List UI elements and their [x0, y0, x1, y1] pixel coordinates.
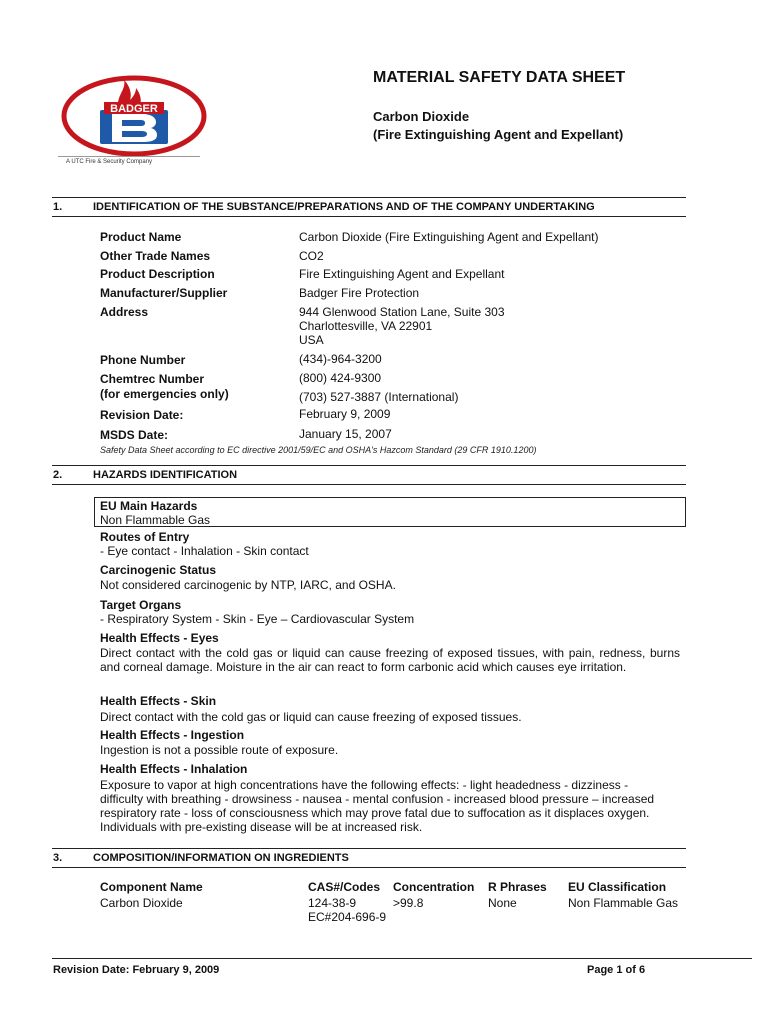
- document-title: MATERIAL SAFETY DATA SHEET: [373, 69, 626, 86]
- section1-rule-bottom: [52, 216, 686, 217]
- logo-brand: BADGER: [110, 103, 158, 115]
- inhalation-line1: Exposure to vapor at high concentrations have the following effects: - light headedness - dizziness -: [100, 778, 629, 792]
- inhalation-line2: difficulty with breathing - drowsiness - nausea - mental confusion - increased blood pressure – increased: [100, 792, 655, 806]
- col-header-concentration: Concentration: [393, 880, 475, 894]
- chemtrec-label: Chemtrec Number: [100, 372, 205, 386]
- target-organs-label: Target Organs: [100, 598, 182, 612]
- manufacturer-label: Manufacturer/Supplier: [100, 286, 228, 300]
- eyes-label: Health Effects - Eyes: [100, 631, 219, 645]
- section3-rule-bottom: [52, 867, 686, 868]
- product-subheading: (Fire Extinguishing Agent and Expellant): [373, 127, 624, 142]
- eyes-value: Direct contact with the cold gas or liquid can cause freezing of exposed tissues, with pain, redness, burns and corneal damage. Moisture in the air can react to form carbonic acid which causes eye irritation.: [100, 646, 680, 674]
- badger-logo: [60, 72, 208, 168]
- section2-title: HAZARDS IDENTIFICATION: [93, 469, 238, 481]
- cell-component-name: Carbon Dioxide: [100, 896, 183, 910]
- section1-title: IDENTIFICATION OF THE SUBSTANCE/PREPARATIONS AND OF THE COMPANY UNDERTAKING: [93, 201, 595, 213]
- chemtrec-international: (703) 527-3887 (International): [299, 390, 459, 404]
- skin-value: Direct contact with the cold gas or liquid can cause freezing of exposed tissues.: [100, 710, 522, 724]
- section3-rule: [52, 848, 686, 849]
- inhalation-line4: Individuals with pre-existing disease will be at increased risk.: [100, 820, 423, 834]
- cell-cas: 124-38-9: [308, 896, 357, 910]
- description-value: Fire Extinguishing Agent and Expellant: [299, 267, 505, 281]
- cell-rphrases: None: [488, 896, 517, 910]
- inhalation-label: Health Effects - Inhalation: [100, 762, 248, 776]
- phone-value: (434)-964-3200: [299, 352, 382, 366]
- ingestion-label: Health Effects - Ingestion: [100, 728, 245, 742]
- section2-number: 2.: [53, 469, 63, 481]
- address-line3: USA: [299, 333, 324, 347]
- cell-eu-classification: Non Flammable Gas: [568, 896, 679, 910]
- skin-label: Health Effects - Skin: [100, 694, 217, 708]
- col-header-component: Component Name: [100, 880, 203, 894]
- chemtrec-label-note: (for emergencies only): [100, 387, 229, 401]
- eu-hazards-label: EU Main Hazards: [100, 499, 198, 513]
- col-header-eu: EU Classification: [568, 880, 667, 894]
- col-header-rphrases: R Phrases: [488, 880, 547, 894]
- manufacturer-value: Badger Fire Protection: [299, 286, 420, 300]
- revision-date-label: Revision Date:: [100, 408, 184, 422]
- footer-rule: [52, 958, 752, 959]
- section3-number: 3.: [53, 852, 63, 864]
- section1-number: 1.: [53, 201, 63, 213]
- phone-label: Phone Number: [100, 353, 186, 367]
- product-name-label: Product Name: [100, 230, 182, 244]
- msds-date-value: January 15, 2007: [299, 427, 392, 441]
- target-organs-value: - Respiratory System - Skin - Eye – Cardiovascular System: [100, 612, 415, 626]
- product-heading: Carbon Dioxide: [373, 109, 470, 124]
- address-label: Address: [100, 305, 149, 319]
- section2-rule-bottom: [52, 484, 686, 485]
- routes-value: - Eye contact - Inhalation - Skin contact: [100, 544, 309, 558]
- eu-hazards-value: Non Flammable Gas: [100, 513, 211, 527]
- carcinogenic-value: Not considered carcinogenic by NTP, IARC, and OSHA.: [100, 578, 396, 592]
- trade-names-label: Other Trade Names: [100, 249, 211, 263]
- address-line2: Charlottesville, VA 22901: [299, 319, 433, 333]
- revision-date-value: February 9, 2009: [299, 407, 391, 421]
- logo-divider: [58, 156, 200, 157]
- section3-title: COMPOSITION/INFORMATION ON INGREDIENTS: [93, 852, 349, 864]
- product-name-value: Carbon Dioxide (Fire Extinguishing Agent and Expellant): [299, 230, 599, 244]
- trade-names-value: CO2: [299, 249, 324, 263]
- chemtrec-number: (800) 424-9300: [299, 371, 382, 385]
- footer-revision-date: Revision Date: February 9, 2009: [53, 964, 220, 976]
- cell-ec: EC#204-696-9: [308, 910, 387, 924]
- ingestion-value: Ingestion is not a possible route of exposure.: [100, 743, 339, 757]
- logo-tagline: A UTC Fire & Security Company: [66, 159, 153, 165]
- cell-concentration: >99.8: [393, 896, 424, 910]
- inhalation-line3: respiratory rate - loss of consciousness which may prove fatal due to suffocation as it displaces oxygen.: [100, 806, 650, 820]
- carcinogenic-label: Carcinogenic Status: [100, 563, 217, 577]
- section1-rule: [52, 197, 686, 198]
- routes-label: Routes of Entry: [100, 530, 190, 544]
- regulatory-note: Safety Data Sheet according to EC directive 2001/59/EC and OSHA's Hazcom Standard (29 CFR 1910.1200): [100, 445, 537, 455]
- description-label: Product Description: [100, 267, 215, 281]
- address-line1: 944 Glenwood Station Lane, Suite 303: [299, 305, 505, 319]
- section2-rule: [52, 465, 686, 466]
- msds-date-label: MSDS Date:: [100, 428, 169, 442]
- col-header-cas: CAS#/Codes: [308, 880, 381, 894]
- footer-page-number: Page 1 of 6: [587, 964, 646, 976]
